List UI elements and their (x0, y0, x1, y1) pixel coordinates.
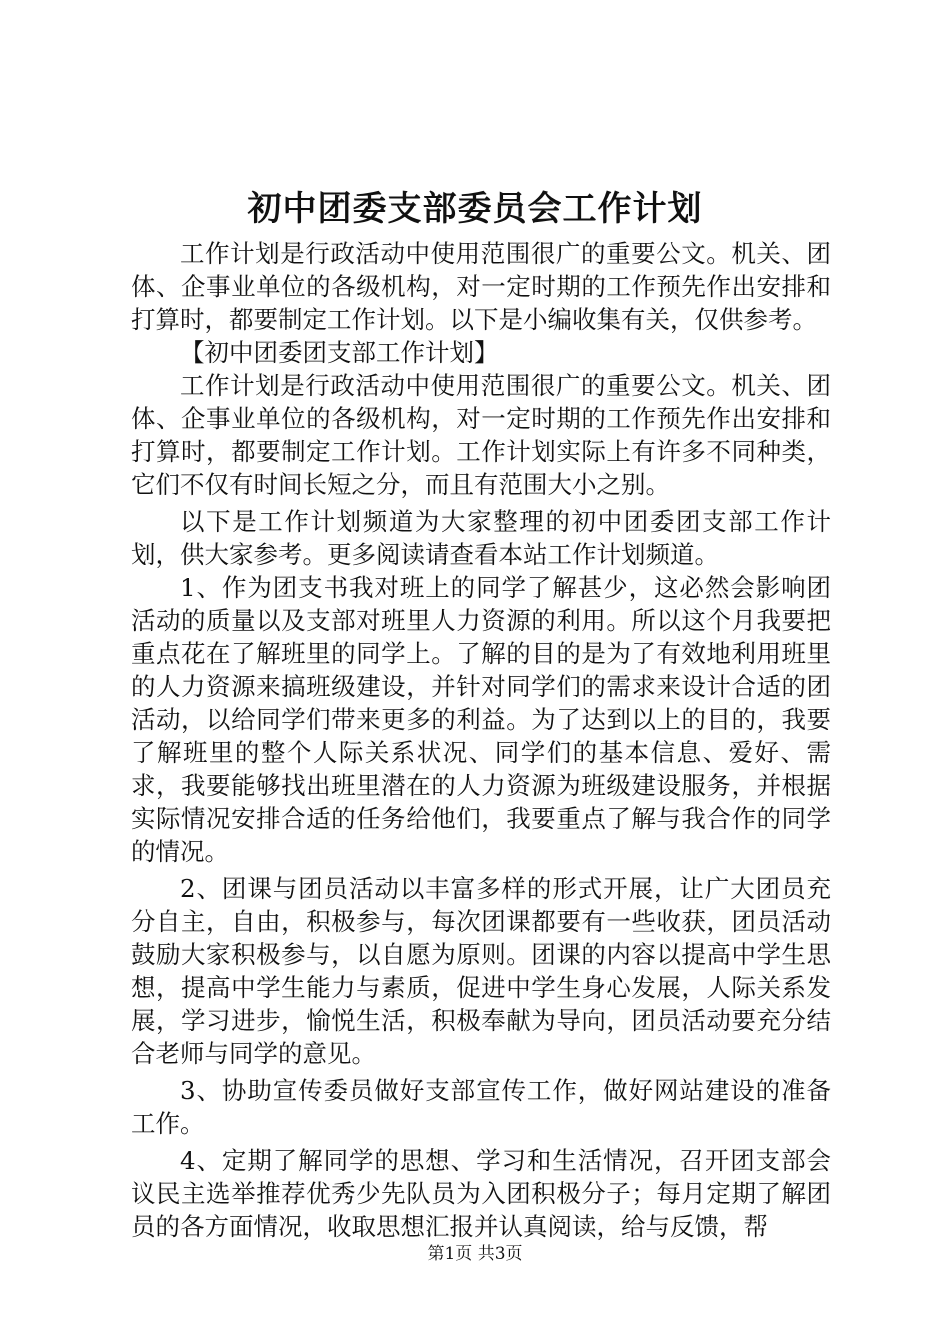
document-title: 初中团委支部委员会工作计划 (247, 189, 703, 229)
page-footer: 第1页 共3页 (427, 1244, 523, 1264)
plan-item-1: 1、作为团支书我对班上的同学了解甚少，这必然会影响团活动的质量以及支部对班里人力资源的利用。所以这个月我要把重点花在了解班里的同学上。了解的目的是为了有效地利用班里的人力资源来搞班级建设，并针对同学们的需求来设计合适的团活动，以给同学们带来更多的利益。为了达到以上的目的，我要了解班里的整个人际关系状况、同学们的基本信息、爱好、需求，我要能够找出班里潜在的人力资源为班级建设服务，并根据实际情况安排合适的任务给他们，我要重点了解与我合作的同学的情况。 (131, 573, 831, 866)
body-paragraph: 以下是工作计划频道为大家整理的初中团委团支部工作计划，供大家参考。更多阅读请查看本站工作计划频道。 (131, 507, 831, 569)
body-paragraph: 工作计划是行政活动中使用范围很广的重要公文。机关、团体、企事业单位的各级机构，对一定时期的工作预先作出安排和打算时，都要制定工作计划。工作计划实际上有许多不同种类，它们不仅有时间长短之分，而且有范围大小之别。 (131, 371, 831, 499)
plan-item-3: 3、协助宣传委员做好支部宣传工作，做好网站建设的准备工作。 (131, 1076, 831, 1138)
document-body (131, 237, 831, 1243)
plan-item-4: 4、定期了解同学的思想、学习和生活情况，召开团支部会议民主选举推荐优秀少先队员为入团积极分子；每月定期了解团员的各方面情况，收取思想汇报并认真阅读，给与反馈，帮 (131, 1146, 831, 1241)
section-heading: 【初中团委团支部工作计划】 (180, 338, 499, 367)
plan-item-2: 2、团课与团员活动以丰富多样的形式开展，让广大团员充分自主，自由，积极参与，每次团课都要有一些收获，团员活动鼓励大家积极参与，以自愿为原则。团课的内容以提高中学生思想，提高中学生能力与素质，促进中学生身心发展，人际关系发展，学习进步，愉悦生活，积极奉献为导向，团员活动要充分结合老师与同学的意见。 (131, 874, 831, 1068)
intro-paragraph: 工作计划是行政活动中使用范围很广的重要公文。机关、团体、企事业单位的各级机构，对一定时期的工作预先作出安排和打算时，都要制定工作计划。以下是小编收集有关，仅供参考。 (131, 239, 831, 334)
